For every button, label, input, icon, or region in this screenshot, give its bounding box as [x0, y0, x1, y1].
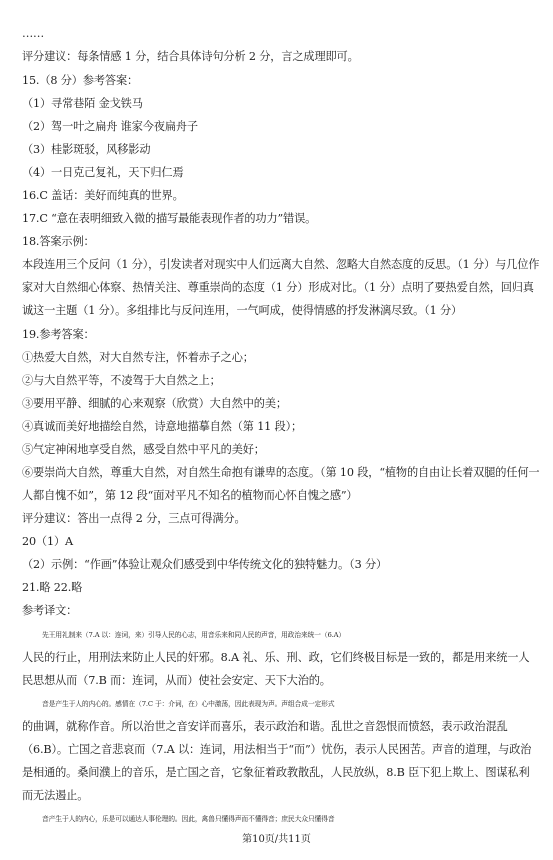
text-line: 家对大自然细心体察、热情关注、尊重崇尚的态度（1 分）形成对比。（1 分）点明了要热爱自然，回归真: [22, 281, 534, 294]
text-line: 20（1）A: [22, 535, 73, 548]
text-line: （2）示例：“作画”体验让观众们感受到中华传统文化的独特魅力。（3 分）: [22, 558, 388, 571]
text-line: （4）一日克己复礼，天下归仁焉: [22, 166, 184, 179]
text-line: 是相通的。桑间濮上的音乐，是亡国之音，它象征着政教散乱，人民放纵，8.B 臣下犯上欺上、图谋私利: [22, 766, 530, 779]
text-line: 人民的行止，用刑法来防止人民的奸邪。8.A 礼、乐、刑、政，它们终极目标是一致的，都是用来统一人: [22, 651, 530, 664]
text-line: 评分建议：答出一点得 2 分，三点可得满分。: [22, 512, 246, 525]
text-line: 本段连用三个反问（1 分），引发读者对现实中人们远离大自然、忽略大自然态度的反思。（1 分）与几位作: [22, 258, 540, 271]
text-line: （1）寻常巷陌 金戈铁马: [22, 97, 143, 110]
text-line: 16.C 盖话：美好而纯真的世界。: [22, 189, 184, 202]
page-number: 第10页/共11页: [242, 834, 311, 845]
text-line: 先王用礼制来（7.A 以：连词，来）引导人民的心志，用音乐来和同人民的声音，用政治来统一（6.A）: [42, 631, 346, 639]
text-line: 民思想从而（7.B 而：连词，从而）使社会安定、天下大治的。: [22, 674, 331, 687]
text-line: ⑥要崇尚大自然，尊重大自然，对自然生命抱有谦卑的态度。（第 10 段，“植物的自由让长着双腿的任何一: [22, 466, 540, 479]
text-line: 人都自愧不如”，第 12 段“面对平凡不知名的植物而心怀自愧之感”）: [22, 489, 358, 502]
text-line: ②与大自然平等，不凌驾于大自然之上；: [22, 374, 221, 387]
text-line: 21.略 22.略: [22, 581, 83, 594]
text-line: ①热爱大自然，对大自然专注，怀着赤子之心；: [22, 351, 254, 364]
text-line: 15.（8 分）参考答案：: [22, 74, 139, 87]
text-line: 音是产生于人的内心的。感情在（7.C 于：介词，在）心中激荡，因此表现为声。声组合成一定形式: [42, 700, 335, 708]
text-line: ……: [22, 27, 45, 40]
text-line: 17.C “意在表明细致入微的描写最能表现作者的功力”错误。: [22, 212, 317, 225]
text-line: ③要用平静、细腻的心来观察（欣赏）大自然中的美；: [22, 397, 287, 410]
text-line: ⑤气定神闲地享受自然，感受自然中平凡的美好；: [22, 443, 265, 456]
text-line: （6.B）。亡国之音悲哀而（7.A 以：连词，用法相当于“而”）忧伤，表示人民困苦。声音的道理，与政治: [22, 743, 532, 756]
text-line: 参考译文：: [22, 604, 78, 617]
text-line: 评分建议：每条情感 1 分，结合具体诗句分析 2 分，言之成理即可。: [22, 50, 359, 63]
text-line: （2）驾一叶之扁舟 谁家今夜扁舟子: [22, 120, 198, 133]
text-line: 18.答案示例：: [22, 235, 95, 248]
text-line: 而无法遏止。: [22, 789, 89, 802]
text-line: 音产生于人的内心，乐是可以通达人事伦理的。因此，禽兽只懂得声而不懂得音；庶民大众只懂得音: [42, 815, 335, 823]
text-line: 19.参考答案：: [22, 328, 95, 341]
text-line: （3）桂影斑驳，风移影动: [22, 143, 151, 156]
text-line: 诚这一主题（1 分）。多组排比与反问连用，一气呵成，使得情感的抒发淋漓尽致。（1 分）: [22, 304, 463, 317]
text-line: ④真诚而美好地描绘自然，诗意地描摹自然（第 11 段）；: [22, 420, 303, 433]
text-line: 的曲调，就称作音。所以治世之音安详而喜乐，表示政治和谐。乱世之音怨恨而愤怒，表示政治混乱: [22, 720, 508, 733]
